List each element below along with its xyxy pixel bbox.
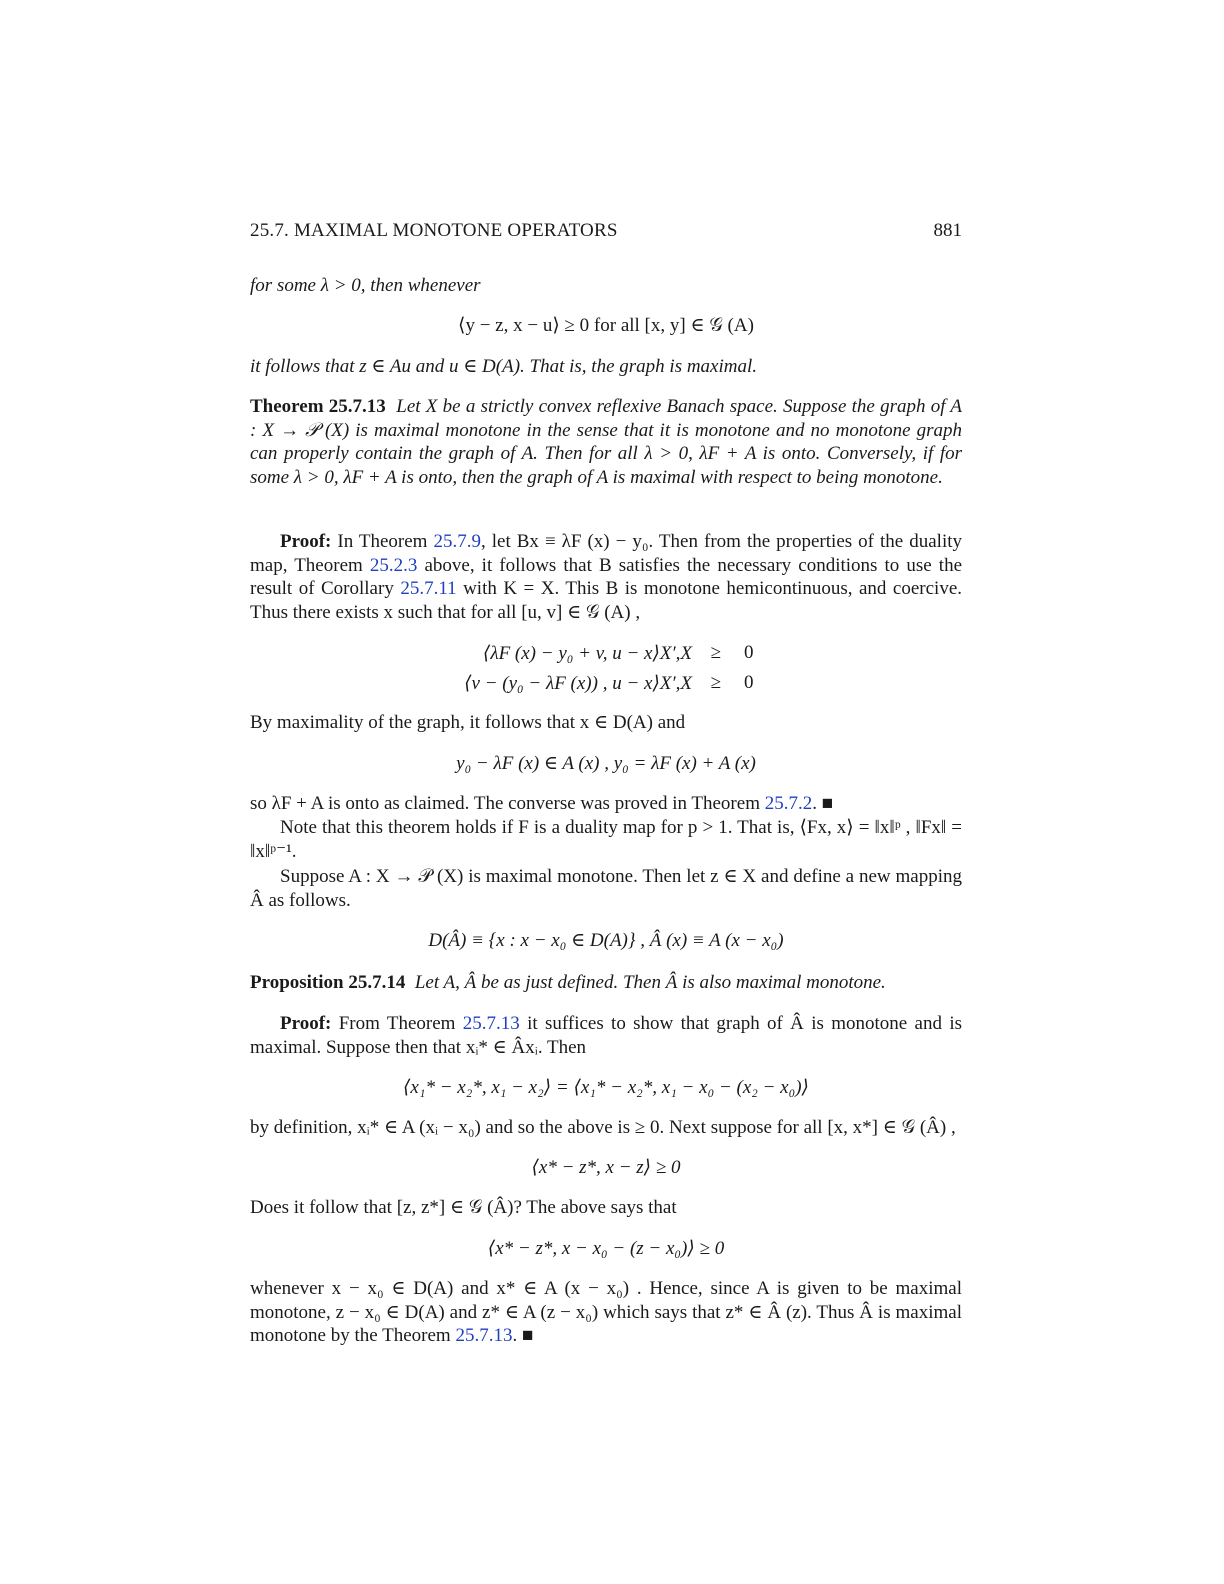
equation-2-line-1 (250, 642, 962, 666)
corollary-link[interactable]: 25.7.11 (400, 578, 457, 600)
paragraph-onto (250, 792, 962, 816)
proof-text: In Theorem (331, 531, 434, 552)
equation-lhs: ⟨λF (x) − y₀ + v, u − x⟩X′,X (482, 643, 692, 664)
equation-operator: ≥ (710, 672, 722, 693)
paragraph-conclusion (250, 1277, 962, 1348)
equation-5: ⟨x₁* − x₂*, x₁ − x₂⟩ = ⟨x₁* − x₂*, x₁ − x₀ − (x₂ − x₀)⟩ (403, 1077, 809, 1098)
equation-1: ⟨y − z, x − u⟩ ≥ 0 for all [x, y] ∈ 𝒢 (A) (458, 315, 754, 336)
theorem-link[interactable]: 25.7.9 (433, 531, 481, 552)
paragraph-definition: by definition, xᵢ* ∈ A (xᵢ − x₀) and so the above is ≥ 0. Next suppose for all [x, x*] ∈ 𝒢 (Â) , (250, 1117, 956, 1138)
theorem-statement: Let X be a strictly convex reflexive Banach space. Suppose the graph of A : X → 𝒫 (X) is maximal monotone in the sense that it is monotone and no monotone graph can properly contain the graph of A. Then for all λ > 0, λF + A is onto. Conversely, if for some λ > 0, λF + A is onto, then the graph of A is maximal with respect to being monotone. (250, 396, 963, 489)
equation-4: D(Â) ≡ {x : x − x₀ ∈ D(A)} , Â (x) ≡ A (x − x₀) (428, 930, 784, 951)
equation-7: ⟨x* − z*, x − x₀ − (z − x₀)⟩ ≥ 0 (487, 1238, 725, 1259)
proof-label: Proof: (280, 1013, 332, 1034)
theorem-label: Theorem 25.7.13 (250, 396, 386, 417)
section-title: 25.7. MAXIMAL MONOTONE OPERATORS (250, 220, 618, 241)
proof-text: above, it follows that B satisfies the necessary conditions to use the result of Corollary (250, 554, 962, 600)
theorem-link[interactable]: 25.2.3 (369, 554, 418, 576)
paragraph-text: whenever x − x₀ ∈ D(A) and x* ∈ A (x − x₀) . Hence, since A is given to be maximal monotone, z − x₀ ∈ D(A) and z* ∈ A (z − x₀) which says that z* ∈ Â (z). Thus Â is maximal monotone by the Theorem (250, 1278, 962, 1347)
paragraph-text: . ■ (512, 1325, 534, 1347)
paragraph-question: Does it follow that [z, z*] ∈ 𝒢 (Â)? The above says that (250, 1197, 677, 1218)
theorem-link[interactable]: 25.7.13 (455, 1325, 513, 1347)
paragraph-new-mapping: Suppose A : X → 𝒫 (X) is maximal monotone. Then let z ∈ X and define a new mapping Â as follows. (250, 866, 962, 911)
proof-text: , let Bx ≡ λF (x) − y₀. Then from the properties of the duality map, Theorem (250, 531, 963, 576)
equation-operator: ≥ (710, 642, 722, 663)
running-header (250, 220, 962, 246)
paragraph-maximality: By maximality of the graph, it follows that x ∈ D(A) and (250, 712, 686, 733)
proposition-label: Proposition 25.7.14 (250, 972, 406, 993)
paragraph-duality-note: Note that this theorem holds if F is a duality map for p > 1. That is, ⟨Fx, x⟩ = ‖x‖ᵖ , ‖Fx‖ = ‖x‖ᵖ⁻¹. (250, 817, 962, 862)
proof-1 (250, 530, 962, 625)
equation-lhs: ⟨v − (y₀ − λF (x)) , u − x⟩X′,X (464, 673, 692, 694)
theorem-link[interactable]: 25.7.13 (462, 1013, 520, 1034)
paragraph-text: . ■ (812, 793, 834, 814)
proof-text: From Theorem (331, 1013, 463, 1034)
equation-rhs: 0 (744, 672, 754, 693)
paragraph-text: so λF + A is onto as claimed. The converse was proved in Theorem (250, 793, 765, 814)
theorem-link[interactable]: 25.7.2 (764, 793, 813, 814)
proof-text: it suffices to show that graph of Â is monotone and is maximal. Suppose then that xᵢ* ∈ Âxᵢ. Then (250, 1013, 962, 1058)
page-number: 881 (933, 220, 962, 241)
proof-2 (250, 1012, 962, 1059)
theorem-25-7-13 (250, 395, 962, 490)
proof-label: Proof: (280, 531, 332, 552)
equation-rhs: 0 (744, 642, 754, 663)
proof-text: with K = X. This B is monotone hemicontinuous, and coercive. Thus there exists x such that for all [u, v] ∈ 𝒢 (A) , (250, 578, 963, 624)
theorem-conclusion: it follows that z ∈ Au and u ∈ D(A). That is, the graph is maximal. (250, 356, 758, 377)
equation-3: y₀ − λF (x) ∈ A (x) , y₀ = λF (x) + A (x) (456, 753, 756, 774)
equation-2-line-2 (250, 672, 962, 696)
proposition-statement: Let A, Â be as just defined. Then Â is also maximal monotone. (414, 972, 886, 993)
theorem-continuation: for some λ > 0, then whenever (250, 275, 481, 296)
proposition-25-7-14 (250, 971, 962, 995)
equation-6: ⟨x* − z*, x − z⟩ ≥ 0 (531, 1157, 681, 1178)
